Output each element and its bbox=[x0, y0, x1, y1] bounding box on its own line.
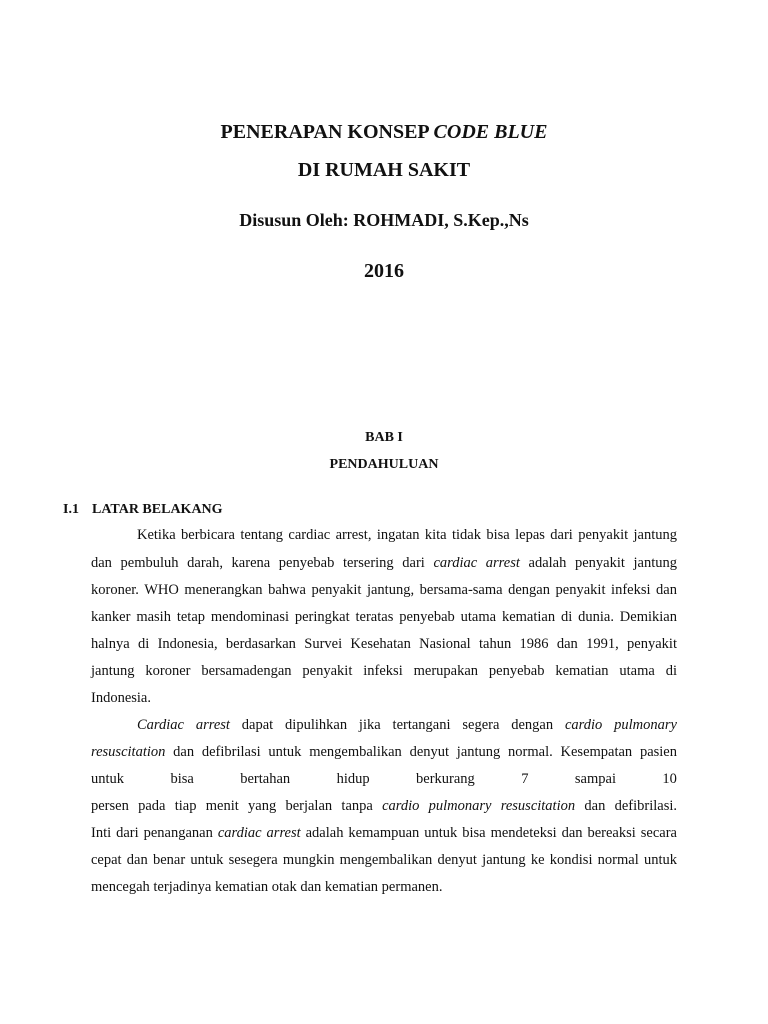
paragraph-line: cepat dan benar untuk sesegera mungkin mengembalikan denyut jantung ke kondisi normal untuk bbox=[91, 852, 677, 868]
italic-term: Cardiac arrest bbox=[137, 717, 230, 733]
text-span: dan defibrilasi untuk mengembalikan denyut jantung normal. Kesempatan pasien bbox=[165, 744, 677, 760]
italic-term: cardiac arrest bbox=[433, 555, 520, 571]
word: berkurang bbox=[416, 771, 475, 787]
word: bisa bbox=[170, 771, 194, 787]
text-span: Inti dari penanganan bbox=[91, 825, 218, 841]
paragraph-line bbox=[137, 716, 677, 734]
title-text: PENERAPAN KONSEP bbox=[220, 121, 434, 143]
word: sampai bbox=[574, 771, 616, 787]
paragraph-line bbox=[91, 797, 677, 815]
italic-term: cardio pulmonary resuscitation bbox=[382, 798, 576, 814]
paragraph-line: Indonesia. bbox=[91, 690, 151, 706]
text-span: dapat dipulihkan jika tertangani segera dengan bbox=[229, 717, 565, 733]
section-heading bbox=[63, 502, 223, 518]
document-title bbox=[0, 121, 768, 144]
chapter-label: BAB I bbox=[365, 430, 403, 445]
paragraph-line bbox=[91, 770, 677, 788]
text-span: adalah penyakit jantung bbox=[519, 555, 677, 571]
paragraph-line: jantung koroner bersamadengan penyakit infeksi merupakan penyebab kematian utama di bbox=[91, 663, 677, 679]
document-subtitle: DI RUMAH SAKIT bbox=[297, 159, 471, 181]
text-span: adalah kemampuan untuk bisa mendeteksi dan bereaksi secara bbox=[300, 825, 677, 841]
text-span: dan defibrilasi. bbox=[575, 798, 677, 814]
text-span: persen pada tiap menit yang berjalan tanpa bbox=[91, 798, 383, 814]
paragraph-line bbox=[91, 554, 677, 572]
word: hidup bbox=[336, 771, 370, 787]
paragraph-line: halnya di Indonesia, berdasarkan Survei Kesehatan Nasional tahun 1986 dan 1991, penyakit bbox=[91, 636, 677, 652]
paragraph-line: koroner. WHO menerangkan bahwa penyakit jantung, bersama-sama dengan penyakit infeksi dan bbox=[91, 582, 677, 598]
paragraph-line bbox=[91, 824, 677, 842]
paragraph-line: kanker masih tetap mendominasi peringkat teratas penyebab utama kematian di dunia. Demikian bbox=[91, 609, 677, 625]
section-number: I.1 bbox=[63, 502, 79, 517]
section-title: LATAR BELAKANG bbox=[92, 502, 223, 517]
paragraph-line bbox=[91, 743, 677, 761]
chapter-name: PENDAHULUAN bbox=[329, 457, 439, 472]
paragraph-line: mencegah terjadinya kematian otak dan kematian permanen. bbox=[91, 879, 443, 895]
italic-term: resuscitation bbox=[91, 744, 166, 760]
text-span: dan pembuluh darah, karena penyebab tersering dari bbox=[91, 555, 434, 571]
paragraph-line: Ketika berbicara tentang cardiac arrest, ingatan kita tidak bisa lepas dari penyakit jantung bbox=[137, 527, 677, 543]
title-italic-text: CODE BLUE bbox=[433, 121, 548, 143]
italic-term: cardiac arrest bbox=[217, 825, 301, 841]
word: bertahan bbox=[240, 771, 291, 787]
word: untuk bbox=[91, 771, 125, 787]
italic-term: cardio pulmonary bbox=[564, 717, 677, 733]
word: 10 bbox=[662, 771, 677, 787]
author-line: Disusun Oleh: ROHMADI, S.Kep.,Ns bbox=[239, 210, 529, 230]
year: 2016 bbox=[364, 260, 404, 282]
word: 7 bbox=[521, 771, 529, 787]
